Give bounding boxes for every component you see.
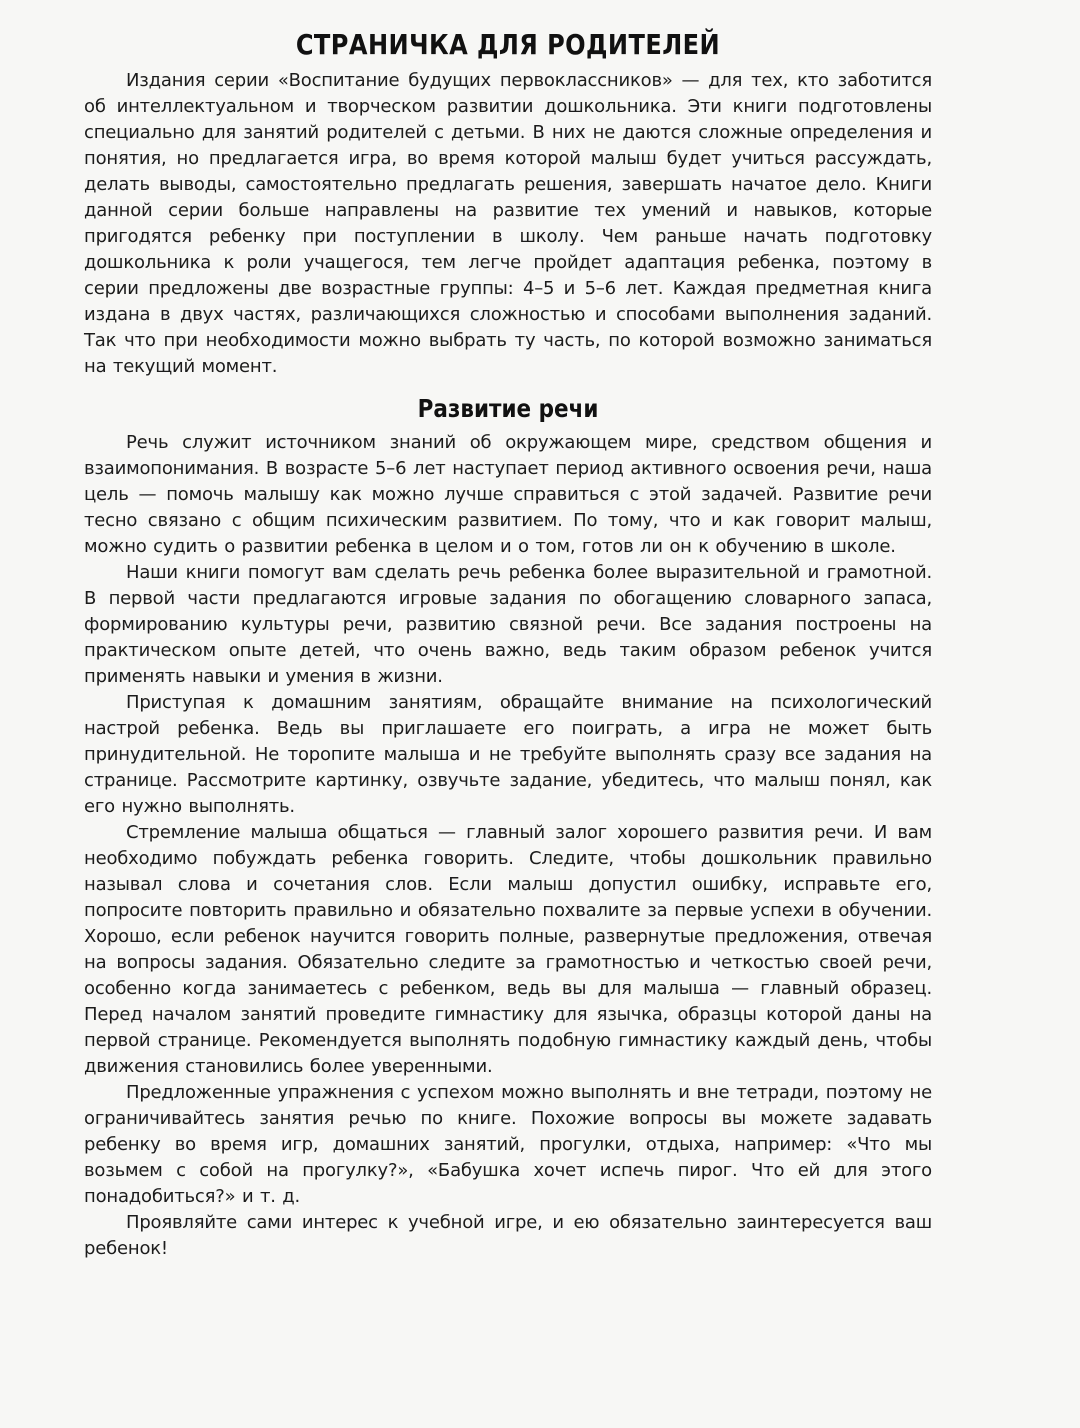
page-title: СТРАНИЧКА ДЛЯ РОДИТЕЛЕЙ <box>295 28 721 61</box>
intro-paragraph: Издания серии «Воспитание будущих первоклассников» — для тех, кто заботится об интеллектуальном и творческом развитии дошкольника. Эти книги подготовлены специально для занятий родителей с детьми. В них не даются сложные определения и понятия, но предлагается игра, во время которой малыш будет учиться рассуждать, делать выводы, самостоятельно предлагать решения, завершать начатое дело. Книги данной серии больше направлены на развитие тех умений и навыков, которые пригодятся ребенку при поступлении в школу. Чем раньше начать подготовку дошкольника к роли учащегося, тем легче пройдет адаптация ребенка, поэтому в серии предложены две возрастные группы: 4–5 и 5–6 лет. Каждая предметная книга издана в двух частях, различающихся сложностью и способами выполнения заданий. Так что при необходимости можно выбрать ту часть, по которой возможно заниматься на текущий момент. <box>84 70 932 377</box>
section-heading: Развитие речи <box>417 394 599 423</box>
body-paragraph: Приступая к домашним занятиям, обращайте внимание на психологический настрой ребенка. Ведь вы приглашаете его поиграть, а игра не может быть принудительной. Не торопите малыша и не требуйте выполнять сразу все задания на странице. Рассмотрите картинку, озвучьте задание, убедитесь, что малыш понял, как его нужно выполнять. <box>84 692 932 817</box>
body-paragraph: Речь служит источником знаний об окружающем мире, средством общения и взаимопонимания. В возрасте 5–6 лет наступает период активного освоения речи, наша цель — помочь малышу как можно лучше справиться с этой задачей. Развитие речи тесно связано с общим психическим развитием. По тому, что и как говорит малыш, можно судить о развитии ребенка в целом и о том, готов ли он к обучению в школе. <box>84 432 932 557</box>
body-paragraph: Предложенные упражнения с успехом можно выполнять и вне тетради, поэтому не ограничивайтесь занятия речью по книге. Похожие вопросы вы можете задавать ребенку во время игр, домашних занятий, прогулки, отдыха, например: «Что мы возьмем с собой на прогулку?», «Бабушка хочет испечь пирог. Что ей для этого понадобиться?» и т. д. <box>84 1082 932 1207</box>
document-page <box>84 28 932 1262</box>
body-paragraph: Стремление малыша общаться — главный залог хорошего развития речи. И вам необходимо побуждать ребенка говорить. Следите, чтобы дошкольник правильно называл слова и сочетания слов. Если малыш допустил ошибку, исправьте его, попросите повторить правильно и обязательно похвалите за первые успехи в обучении. Хорошо, если ребенок научится говорить полные, развернутые предложения, отвечая на вопросы задания. Обязательно следите за грамотностью и четкостью своей речи, особенно когда занимаетесь с ребенком, ведь вы для малыша — главный образец. Перед началом занятий проведите гимнастику для язычка, образцы которой даны на первой странице. Рекомендуется выполнять подобную гимнастику каждый день, чтобы движения становились более уверенными. <box>84 822 932 1077</box>
body-paragraph: Наши книги помогут вам сделать речь ребенка более выразительной и грамотной. В первой части предлагаются игровые задания по обогащению словарного запаса, формированию культуры речи, развитию связной речи. Все задания построены на практическом опыте детей, что очень важно, ведь таким образом ребенок учится применять навыки и умения в жизни. <box>84 562 932 687</box>
body-paragraph: Проявляйте сами интерес к учебной игре, и ею обязательно заинтересуется ваш ребенок! <box>84 1212 932 1259</box>
